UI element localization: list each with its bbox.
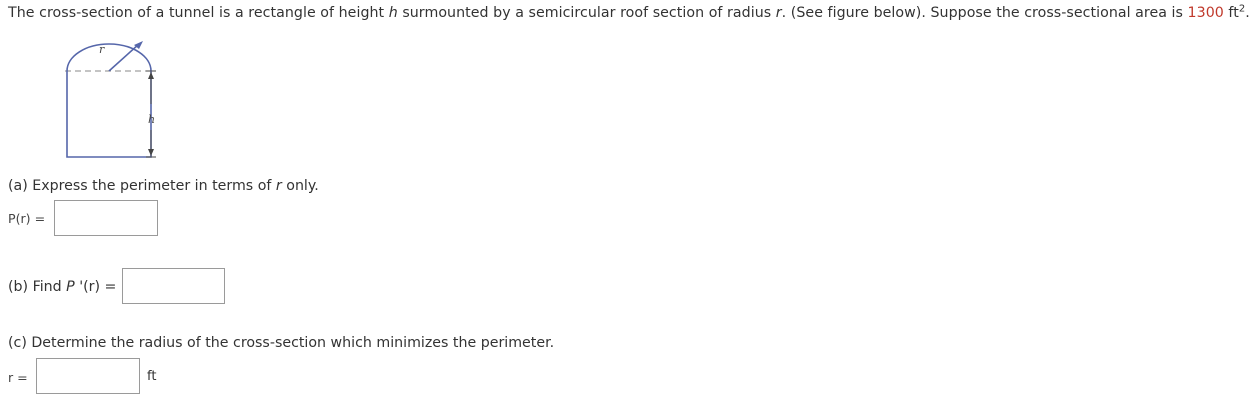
part-a-question-text: (a) Express the perimeter in terms of xyxy=(8,178,276,194)
part-a-variable: r xyxy=(275,178,282,194)
radius-unit-label: ft xyxy=(147,369,157,384)
tunnel-outline xyxy=(67,44,151,157)
problem-text-2: surmounted by a semicircular roof section of radius xyxy=(397,5,776,21)
part-b-label-text: (b) Find xyxy=(8,279,67,295)
part-b-function: P xyxy=(66,279,75,295)
radius-label: r xyxy=(99,43,105,56)
area-unit: ft xyxy=(1228,5,1239,21)
area-exponent: 2 xyxy=(1238,3,1246,15)
problem-end: . xyxy=(1245,5,1250,21)
height-bottom-arrowhead xyxy=(148,149,154,156)
radius-answer-input[interactable] xyxy=(36,358,140,394)
part-b-label-end: '(r) = xyxy=(74,279,117,295)
area-value: 1300 xyxy=(1187,5,1224,21)
problem-text-3: . (See figure below). Suppose the cross-sectional area is xyxy=(781,5,1188,21)
problem-text-1: The cross-section of a tunnel is a rectangle of height xyxy=(8,5,389,21)
part-a-question xyxy=(8,178,319,194)
part-c-question: (c) Determine the radius of the cross-section which minimizes the perimeter. xyxy=(8,335,555,351)
problem-statement xyxy=(8,5,1250,21)
tunnel-figure xyxy=(60,38,170,164)
radius-line xyxy=(109,44,139,71)
part-b-label xyxy=(8,279,116,295)
radius-variable: r xyxy=(775,5,782,21)
height-variable: h xyxy=(388,5,398,21)
perimeter-answer-input[interactable] xyxy=(54,200,158,236)
part-a-question-end: only. xyxy=(281,178,319,194)
derivative-answer-input[interactable] xyxy=(122,268,225,304)
height-label: h xyxy=(148,113,156,126)
part-a-label: P(r) = xyxy=(8,211,46,226)
height-top-arrowhead xyxy=(148,72,154,79)
part-c-label: r = xyxy=(8,370,28,385)
